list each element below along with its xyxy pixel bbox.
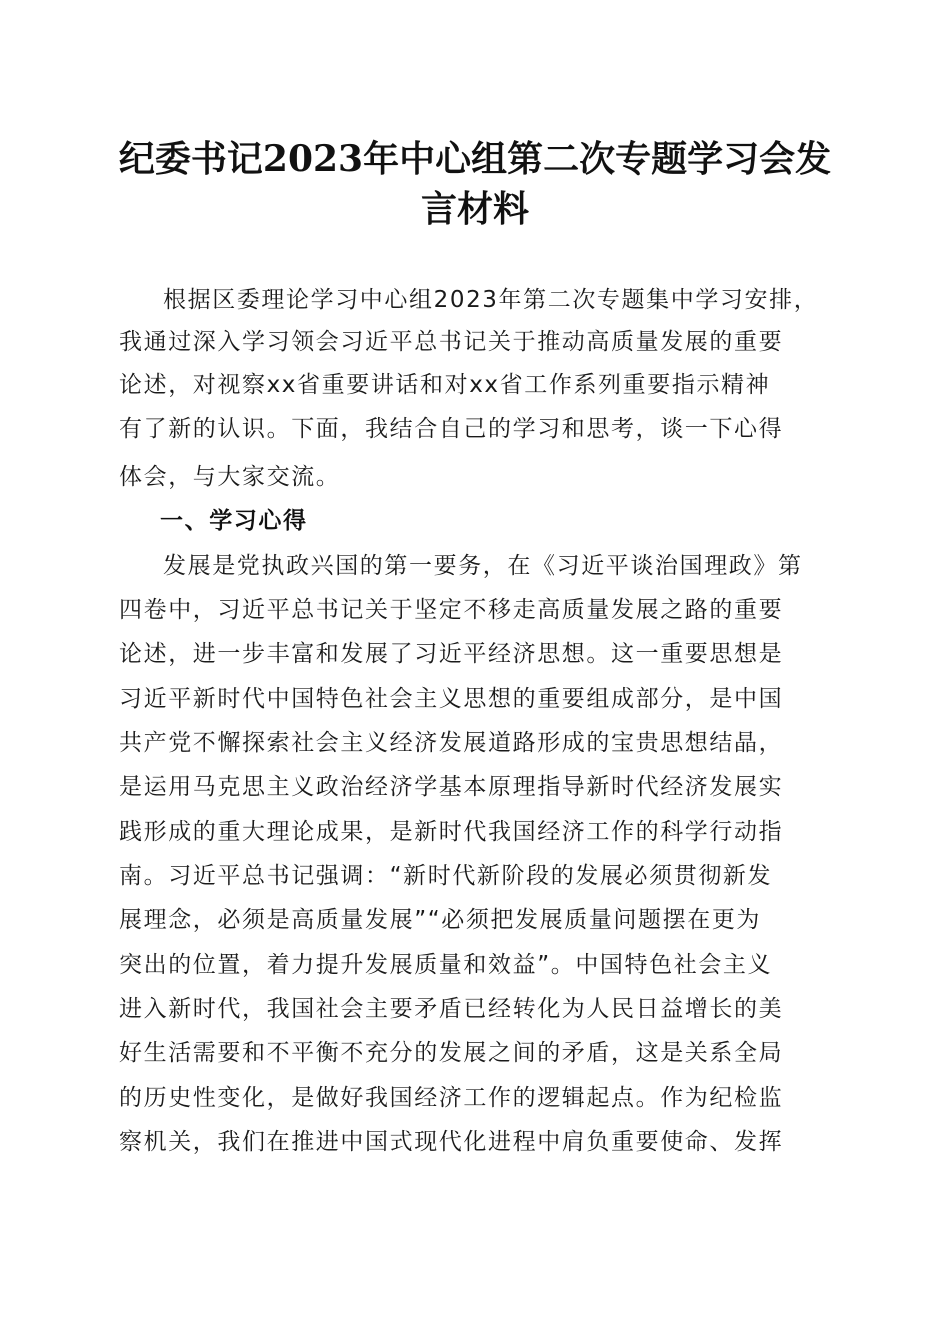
document-title-line-2: 言材料 [420, 188, 529, 230]
paragraph-2-line: 察机关，我们在推进中国式现代化进程中肩负重要使命、发挥 [119, 1129, 784, 1155]
paragraph-1-line: 有了新的认识。下面，我结合自己的学习和思考，谈一下心得 [119, 416, 784, 442]
paragraph-2-line: 论述，进一步丰富和发展了习近平经济思想。这一重要思想是 [119, 641, 784, 667]
section-heading: 一、学习心得 [160, 508, 308, 534]
paragraph-2-line: 践形成的重大理论成果，是新时代我国经济工作的科学行动指 [119, 819, 784, 845]
paragraph-2-line: 的历史性变化，是做好我国经济工作的逻辑起点。作为纪检监 [119, 1085, 784, 1111]
paragraph-2-line: 共产党不懈探索社会主义经济发展道路形成的宝贵思想结晶， [119, 730, 784, 756]
paragraph-2-line: 习近平新时代中国特色社会主义思想的重要组成部分，是中国 [119, 686, 784, 712]
paragraph-2-line: 进入新时代，我国社会主要矛盾已经转化为人民日益增长的美 [119, 996, 784, 1022]
paragraph-2-line: 突出的位置，着力提升发展质量和效益”。中国特色社会主义 [119, 952, 773, 978]
paragraph-2-line: 是运用马克思主义政治经济学基本原理指导新时代经济发展实 [119, 774, 784, 800]
paragraph-1-line: 根据区委理论学习中心组2023年第二次专题集中学习安排， [163, 287, 819, 313]
paragraph-2-line: 南。习近平总书记强调：“新时代新阶段的发展必须贯彻新发 [119, 863, 773, 889]
paragraph-2-line: 展理念，必须是高质量发展”“必须把发展质量问题摆在更为 [119, 907, 762, 933]
paragraph-1-line: 论述，对视察xx省重要讲话和对xx省工作系列重要指示精神 [119, 372, 771, 398]
paragraph-1-line: 我通过深入学习领会习近平总书记关于推动高质量发展的重要 [119, 329, 784, 355]
paragraph-2-line: 好生活需要和不平衡不充分的发展之间的矛盾，这是关系全局 [119, 1040, 784, 1066]
document-title-line-1: 纪委书记2023年中心组第二次专题学习会发 [118, 138, 832, 180]
paragraph-2-line: 四卷中，习近平总书记关于坚定不移走高质量发展之路的重要 [119, 597, 784, 623]
paragraph-2-line: 发展是党执政兴国的第一要务，在《习近平谈治国理政》第 [163, 553, 803, 579]
paragraph-1-line: 体会，与大家交流。 [119, 464, 341, 490]
